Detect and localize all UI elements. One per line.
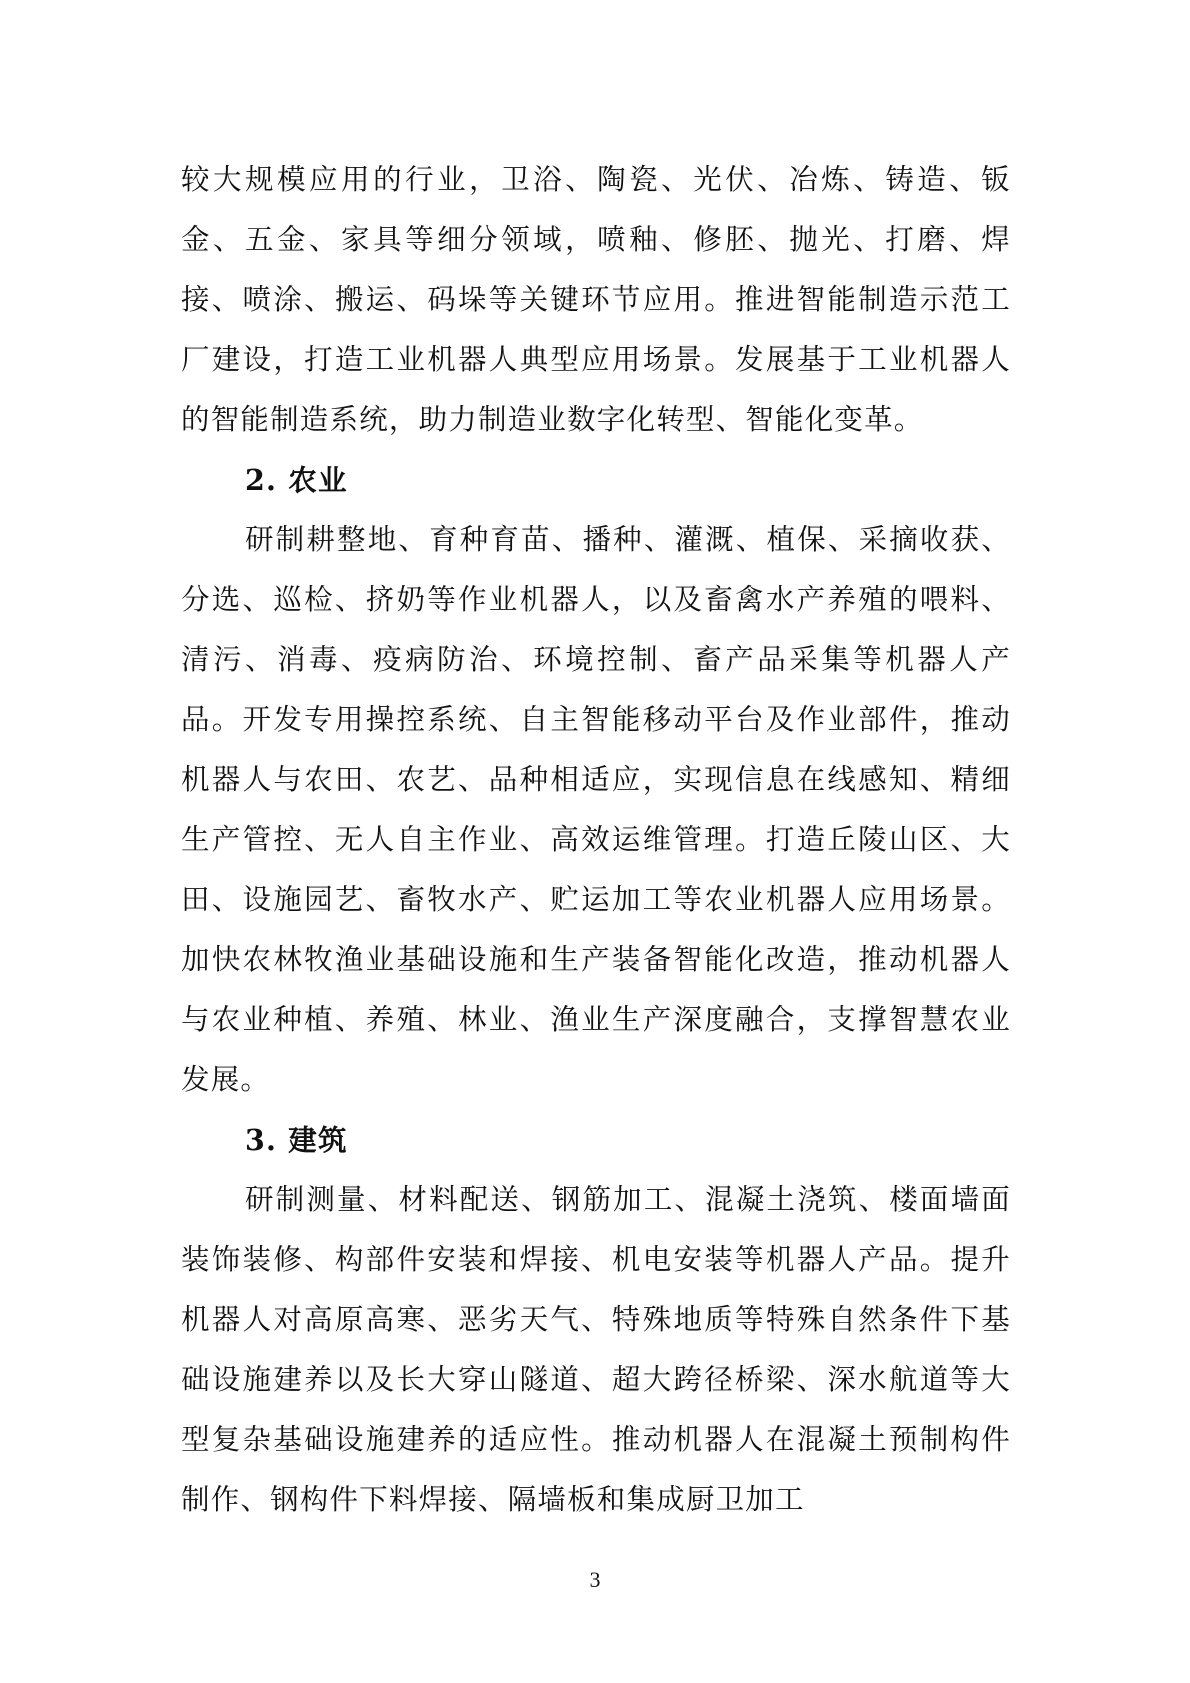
paragraph-construction: 研制测量、材料配送、钢筋加工、混凝土浇筑、楼面墙面装饰装修、构部件安装和焊接、机电安装等机器人产品。提升机器人对高原高寒、恶劣天气、特殊地质等特殊自然条件下基础设施建养以及长大穿山隧道、超大跨径桥梁、深水航道等大型复杂基础设施建养的适应性。推动机器人在混凝土预制构件制作、钢构件下料焊接、隔墙板和集成厨卫加工 [181, 1183, 1011, 1516]
section-heading-agriculture: 2. 农业 [245, 463, 348, 497]
paragraph-agriculture: 研制耕整地、育种育苗、播种、灌溉、植保、采摘收获、分选、巡检、挤奶等作业机器人，以及畜禽水产养殖的喂料、清污、消毒、疫病防治、环境控制、畜产品采集等机器人产品。开发专用操控系统、自主智能移动平台及作业部件，推动机器人与农田、农艺、品种相适应，实现信息在线感知、精细生产管控、无人自主作业、高效运维管理。打造丘陵山区、大田、设施园艺、畜牧水产、贮运加工等农业机器人应用场景。加快农林牧渔业基础设施和生产装备智能化改造，推动机器人与农业种植、养殖、林业、渔业生产深度融合，支撑智慧农业发展。 [181, 523, 1011, 1096]
paragraph-industrial-continuation: 较大规模应用的行业，卫浴、陶瓷、光伏、冶炼、铸造、钣金、五金、家具等细分领域，喷釉、修胚、抛光、打磨、焊接、喷涂、搬运、码垛等关键环节应用。推进智能制造示范工厂建设，打造工业机器人典型应用场景。发展基于工业机器人的智能制造系统，助力制造业数字化转型、智能化变革。 [181, 163, 1011, 436]
section-heading-construction: 3. 建筑 [245, 1123, 348, 1157]
page-number: 3 [589, 1567, 601, 1592]
page-content [181, 150, 1011, 1530]
